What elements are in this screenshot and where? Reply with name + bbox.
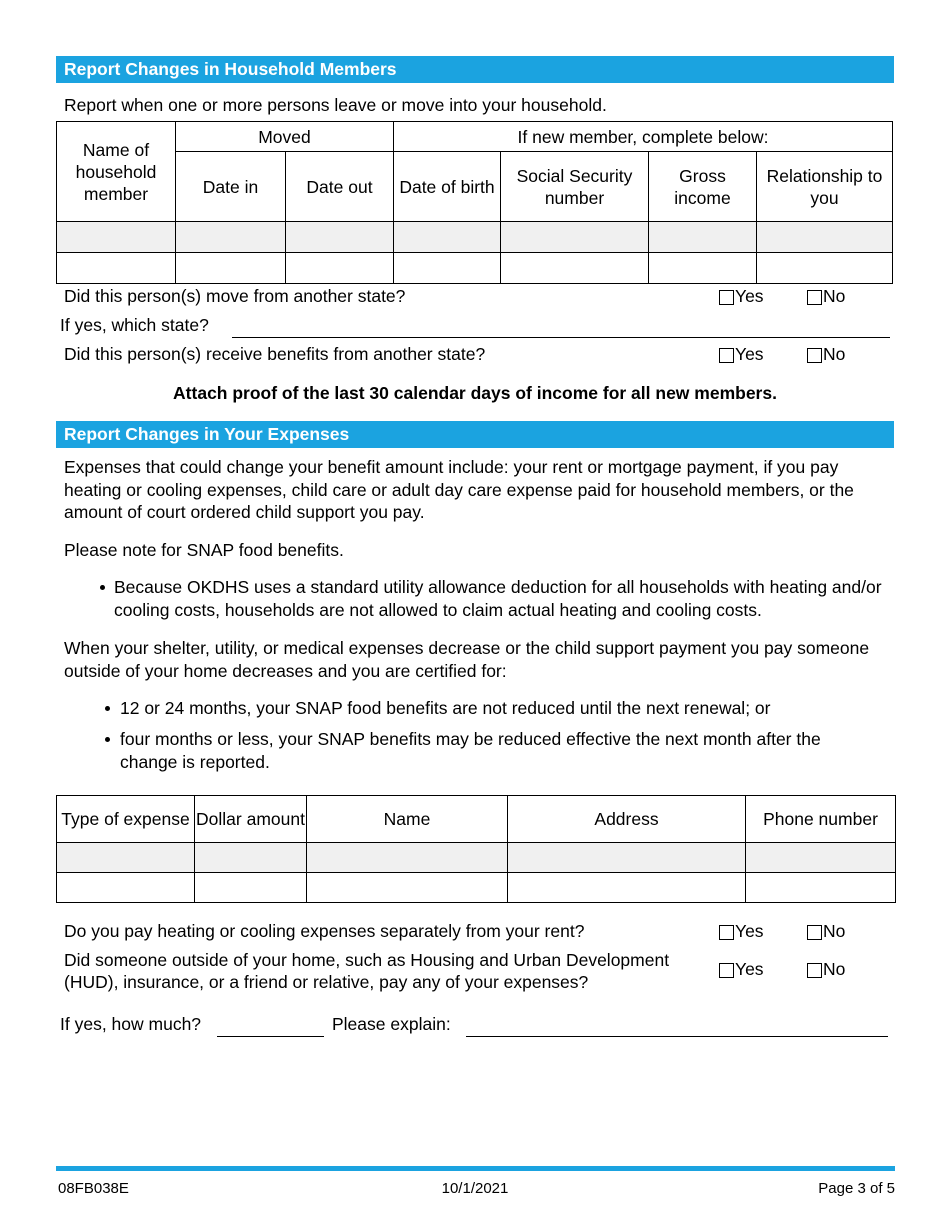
col-date-in-header: Date in [176,152,286,222]
yes-label: Yes [735,921,764,941]
table-cell[interactable] [649,222,757,253]
explain-input-line[interactable] [466,1036,888,1037]
table-cell[interactable] [757,253,893,284]
proof-note: Attach proof of the last 30 calendar days of income for all new members. [173,383,777,403]
table-cell[interactable] [195,873,307,903]
how-much-label: If yes, how much? [60,1014,202,1034]
page-number: Page 3 of 5 [818,1180,895,1197]
q-benefits-state: Did this person(s) receive benefits from another state? [64,344,486,364]
col-ssn-header: Social Security number [501,152,649,222]
q-move-state: Did this person(s) move from another state? [64,286,406,306]
table-cell[interactable] [746,843,896,873]
bullet-icon [105,706,110,711]
someone-no-checkbox[interactable] [807,963,822,978]
no-label: No [823,286,846,306]
bullet-icon [105,737,110,742]
expense-table [56,795,896,903]
q-which-state: If yes, which state? [60,315,209,335]
col-name-header: Name of household member [57,122,176,222]
col-name-header: Name [307,796,508,843]
table-cell[interactable] [649,253,757,284]
table-cell[interactable] [176,222,286,253]
household-section-header: Report Changes in Household Members [56,56,894,83]
col-moved-header: Moved [176,122,394,152]
move-state-no-checkbox[interactable] [807,290,822,305]
table-row [57,843,896,873]
table-row [57,222,893,253]
table-cell[interactable] [501,253,649,284]
expenses-section-header: Report Changes in Your Expenses [56,421,894,448]
table-cell[interactable] [57,222,176,253]
no-label: No [823,921,846,941]
expenses-para-1: Expenses that could change your benefit amount include: your rent or mortgage payment, if you pay heating or cooling expenses, child care or adult day care expense paid for household members, or the amount of court ordered child support you pay. [64,457,854,522]
form-id: 08FB038E [58,1180,129,1197]
col-dollar-header: Dollar amount [195,796,307,843]
explain-label: Please explain: [332,1014,451,1034]
household-intro: Report when one or more persons leave or move into your household. [64,95,607,115]
table-cell[interactable] [307,843,508,873]
heating-yes-checkbox[interactable] [719,925,734,940]
household-table [56,121,893,284]
table-cell[interactable] [746,873,896,903]
col-income-header: Gross income [649,152,757,222]
expenses-para-2: Please note for SNAP food benefits. [64,540,344,560]
table-cell[interactable] [286,253,394,284]
col-dob-header: Date of birth [394,152,501,222]
bullet-3: four months or less, your SNAP benefits may be reduced effective the next month after the change is reported. [120,729,821,772]
no-label: No [823,959,846,979]
table-cell[interactable] [195,843,307,873]
table-cell[interactable] [394,222,501,253]
form-date: 10/1/2021 [441,1180,509,1197]
table-row [57,253,893,284]
table-cell[interactable] [57,873,195,903]
footer-rule [56,1166,895,1171]
table-cell[interactable] [57,843,195,873]
table-cell[interactable] [176,253,286,284]
table-cell[interactable] [394,253,501,284]
yes-label: Yes [735,286,764,306]
col-type-header: Type of expense [57,796,195,843]
someone-yes-checkbox[interactable] [719,963,734,978]
col-new-member-header: If new member, complete below: [394,122,893,152]
table-cell[interactable] [757,222,893,253]
table-row [57,873,896,903]
expenses-para-3: When your shelter, utility, or medical expenses decrease or the child support payment you pay someone outside of your home decreases and you are certified for: [64,638,870,681]
col-address-header: Address [508,796,746,843]
benefits-state-no-checkbox[interactable] [807,348,822,363]
col-phone-header: Phone number [746,796,896,843]
table-cell[interactable] [508,843,746,873]
q-heating: Do you pay heating or cooling expenses separately from your rent? [64,921,585,941]
table-cell[interactable] [501,222,649,253]
bullet-2: 12 or 24 months, your SNAP food benefits are not reduced until the next renewal; or [120,698,771,718]
benefits-state-yes-checkbox[interactable] [719,348,734,363]
how-much-input-line[interactable] [217,1036,324,1037]
col-relationship-header: Relationship to you [757,152,893,222]
heating-no-checkbox[interactable] [807,925,822,940]
col-date-out-header: Date out [286,152,394,222]
yes-label: Yes [735,344,764,364]
no-label: No [823,344,846,364]
bullet-icon [100,585,105,590]
yes-label: Yes [735,959,764,979]
table-cell[interactable] [307,873,508,903]
table-cell[interactable] [57,253,176,284]
q-someone-pays: Did someone outside of your home, such as Housing and Urban Development (HUD), insurance, or a friend or relative, pay any of your expenses? [64,950,670,992]
table-cell[interactable] [286,222,394,253]
table-cell[interactable] [508,873,746,903]
move-state-yes-checkbox[interactable] [719,290,734,305]
which-state-input-line[interactable] [232,337,890,338]
bullet-1: Because OKDHS uses a standard utility allowance deduction for all households with heating and/or cooling costs, households are not allowed to claim actual heating and cooling costs. [114,577,882,620]
